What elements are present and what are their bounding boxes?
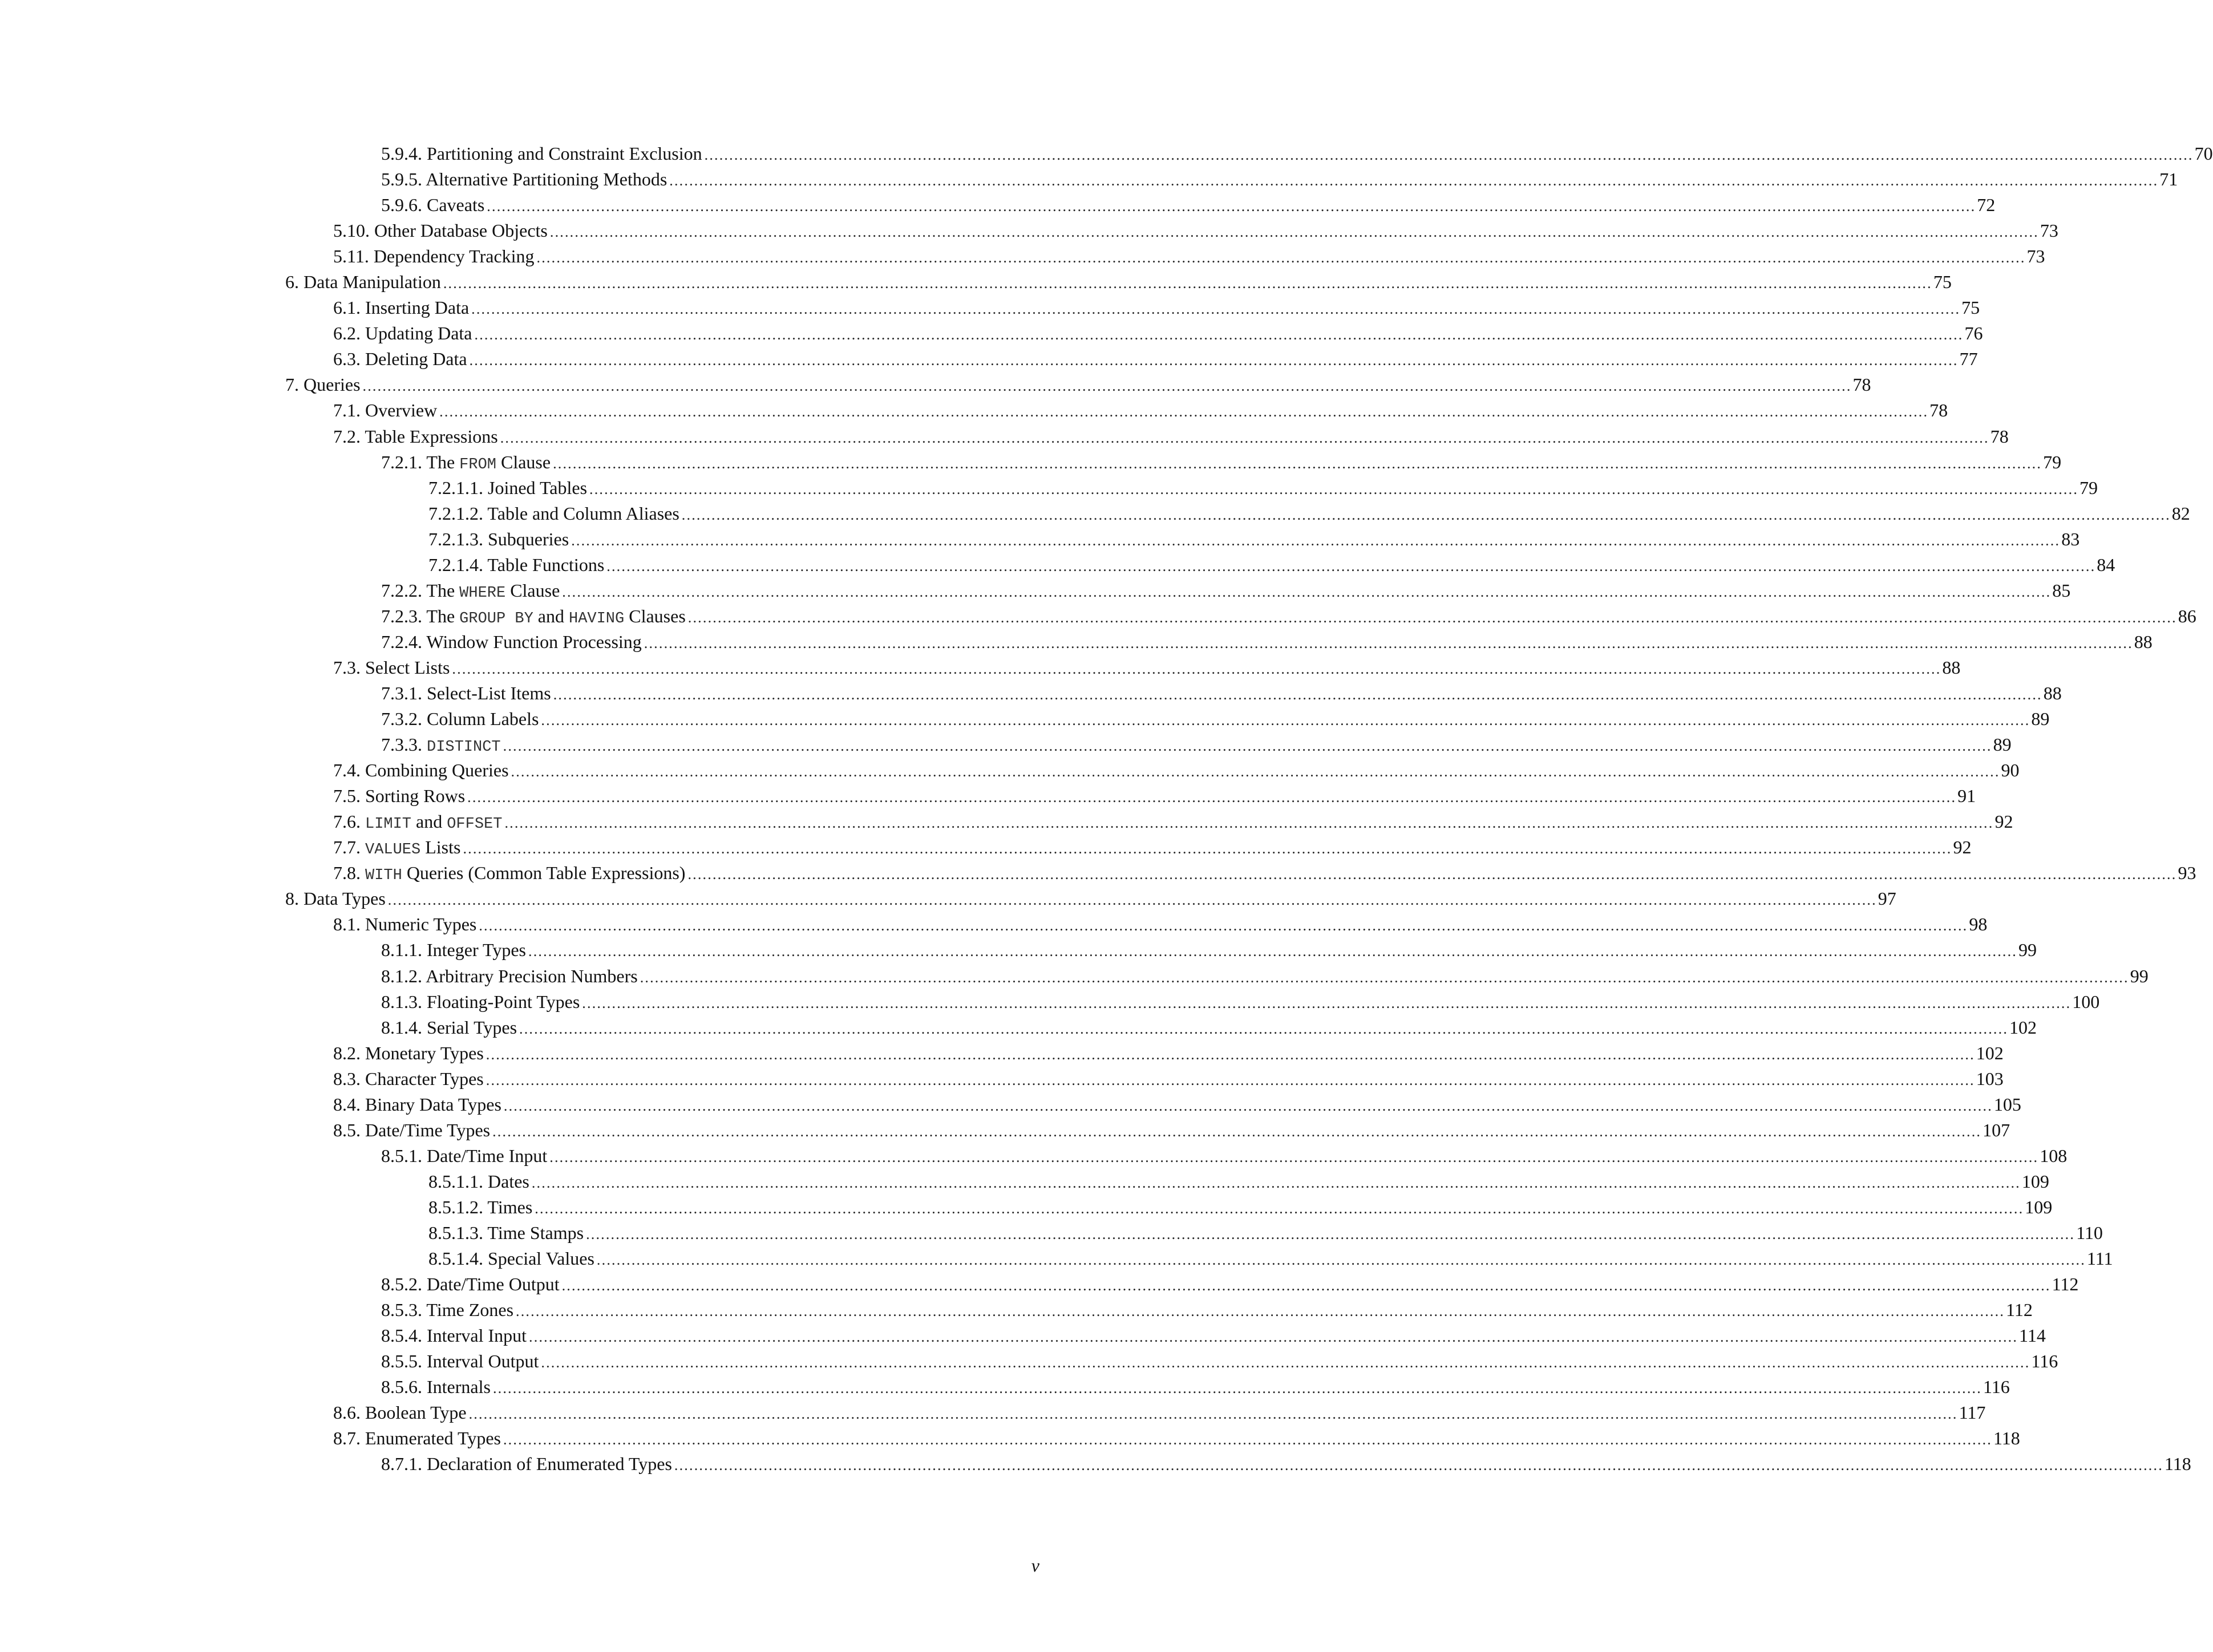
- toc-page-number: 97: [1878, 888, 1896, 909]
- title-text: 8.1.2. Arbitrary Precision Numbers: [381, 965, 638, 986]
- toc-page-number: 78: [1990, 426, 2009, 447]
- dot-leader: ............................................................................................................................................................................................................................................................................................................: [596, 1252, 2086, 1269]
- toc-entry[interactable]: [0, 1195, 2053, 1220]
- title-text: 7.2.1.3. Subqueries: [428, 528, 569, 549]
- toc-entry-title: [333, 1426, 501, 1451]
- code-keyword: FROM: [459, 456, 496, 473]
- toc-entry-title: [333, 809, 502, 837]
- toc-entry[interactable]: [0, 1297, 2033, 1323]
- dot-leader: ............................................................................................................................................................................................................................................................................................................: [468, 1406, 1958, 1423]
- toc-entry[interactable]: [0, 912, 1988, 937]
- dot-leader: ............................................................................................................................................................................................................................................................................................................: [687, 866, 2177, 883]
- toc-entry-title: [333, 1117, 490, 1143]
- toc-page-number: 108: [2040, 1145, 2068, 1166]
- toc-entry-title: [381, 963, 638, 989]
- toc-entry[interactable]: [0, 886, 1896, 912]
- title-text: 5.11. Dependency Tracking: [333, 246, 535, 267]
- title-text: 7.2. Table Expressions: [333, 426, 498, 447]
- toc-page-number: 91: [1957, 785, 1976, 807]
- dot-leader: ............................................................................................................................................................................................................................................................................................................: [516, 1303, 2005, 1320]
- toc-page-number: 111: [2086, 1248, 2113, 1269]
- toc-entry-title: [333, 295, 469, 321]
- toc-page-number: 83: [2061, 528, 2080, 549]
- title-text: 5.9.5. Alternative Partitioning Methods: [381, 169, 667, 190]
- title-text: 7.2.3. The: [381, 605, 460, 626]
- toc-entry-title: [381, 1272, 560, 1297]
- toc-entry-title: [333, 783, 465, 809]
- dot-leader: ............................................................................................................................................................................................................................................................................................................: [582, 994, 2072, 1011]
- code-keyword: OFFSET: [447, 816, 503, 833]
- toc-page-number: 98: [1969, 914, 1988, 935]
- title-text: 8.5.1. Date/Time Input: [381, 1145, 548, 1166]
- dot-leader: ............................................................................................................................................................................................................................................................................................................: [553, 455, 2042, 472]
- code-keyword: WITH: [365, 867, 402, 885]
- dot-leader: ............................................................................................................................................................................................................................................................................................................: [500, 429, 1989, 446]
- dot-leader: ............................................................................................................................................................................................................................................................................................................: [519, 1020, 2009, 1037]
- toc-page-number: 70: [2194, 143, 2213, 164]
- title-text: 6. Data Manipulation: [285, 272, 441, 293]
- title-text: 7.2.1.1. Joined Tables: [428, 477, 588, 498]
- dot-leader: ............................................................................................................................................................................................................................................................................................................: [549, 1148, 2039, 1165]
- toc-page-number: 112: [2006, 1299, 2033, 1321]
- toc-entry[interactable]: [0, 1066, 2004, 1092]
- toc-entry-title: [333, 218, 548, 244]
- toc-entry-title: [381, 1323, 527, 1349]
- title-text: 8.5.2. Date/Time Output: [381, 1274, 560, 1295]
- dot-leader: ............................................................................................................................................................................................................................................................................................................: [439, 403, 1929, 420]
- toc-page-number: 93: [2178, 863, 2196, 884]
- title-text: 7.5. Sorting Rows: [333, 785, 466, 807]
- title-text: 8.5.5. Interval Output: [381, 1351, 539, 1372]
- dot-leader: ............................................................................................................................................................................................................................................................................................................: [469, 352, 1959, 369]
- toc-entry-title: [381, 1451, 672, 1477]
- toc-page-number: 88: [1942, 657, 1961, 678]
- toc-entry-title: [333, 860, 685, 889]
- title-text: Lists: [420, 837, 461, 858]
- dot-leader: ............................................................................................................................................................................................................................................................................................................: [606, 557, 2096, 574]
- toc-page-number: 78: [1929, 400, 1948, 421]
- toc-entry-title: [333, 424, 498, 450]
- title-text: 7.8.: [333, 863, 365, 884]
- dot-leader: ............................................................................................................................................................................................................................................................................................................: [528, 943, 2017, 960]
- title-text: 8.5.4. Interval Input: [381, 1325, 527, 1346]
- toc-entry[interactable]: [0, 1220, 2103, 1246]
- title-text: 5.9.6. Caveats: [381, 195, 485, 216]
- title-text: 7.6.: [333, 811, 365, 832]
- toc-entry-title: [381, 578, 560, 606]
- title-text: Queries (Common Table Expressions): [402, 863, 686, 884]
- dot-leader: ............................................................................................................................................................................................................................................................................................................: [640, 969, 2129, 986]
- dot-leader: ............................................................................................................................................................................................................................................................................................................: [474, 326, 1964, 343]
- toc-entry-title: [381, 1143, 547, 1169]
- toc-entry[interactable]: [0, 1143, 2068, 1169]
- toc-entry[interactable]: [0, 192, 1996, 218]
- title-text: Clause: [505, 580, 560, 601]
- toc-page-number: 116: [1983, 1376, 2010, 1398]
- toc-entry-title: [381, 450, 551, 478]
- dot-leader: ............................................................................................................................................................................................................................................................................................................: [503, 1097, 1993, 1114]
- dot-leader: ............................................................................................................................................................................................................................................................................................................: [362, 378, 1852, 395]
- toc-entry[interactable]: [0, 424, 2009, 450]
- dot-leader: ............................................................................................................................................................................................................................................................................................................: [504, 815, 1994, 832]
- dot-leader: ............................................................................................................................................................................................................................................................................................................: [387, 892, 1877, 909]
- toc-entry[interactable]: [0, 1400, 1986, 1426]
- toc-entry[interactable]: [0, 860, 2196, 886]
- code-keyword: WHERE: [459, 584, 506, 602]
- dot-leader: ............................................................................................................................................................................................................................................................................................................: [704, 147, 2194, 163]
- toc-entry-title: [428, 1169, 529, 1195]
- toc-page-number: 118: [1993, 1428, 2020, 1449]
- dot-leader: ............................................................................................................................................................................................................................................................................................................: [536, 249, 2026, 266]
- toc-entry-title: [381, 706, 539, 732]
- toc-entry[interactable]: [0, 501, 2190, 527]
- title-text: 8.5.1.1. Dates: [428, 1171, 529, 1192]
- title-text: 8.5.1.4. Special Values: [428, 1248, 594, 1269]
- toc-entry[interactable]: [0, 655, 1961, 681]
- toc-entry[interactable]: [0, 475, 2098, 501]
- toc-entry-title: [285, 886, 386, 912]
- toc-entry-title: [428, 1220, 584, 1246]
- dot-leader: ............................................................................................................................................................................................................................................................................................................: [571, 532, 2061, 549]
- toc-page-number: 88: [2134, 631, 2153, 652]
- title-text: 7.4. Combining Queries: [333, 760, 509, 781]
- toc-page-number: 117: [1959, 1402, 1986, 1423]
- title-text: 5.9.4. Partitioning and Constraint Exclusion: [381, 143, 702, 164]
- toc-entry[interactable]: [0, 527, 2080, 552]
- toc-entry-title: [381, 1349, 539, 1374]
- dot-leader: ............................................................................................................................................................................................................................................................................................................: [479, 917, 1968, 934]
- toc-entry[interactable]: [0, 578, 2071, 604]
- toc-entry[interactable]: [0, 244, 2045, 269]
- title-text: 7.2.1. The: [381, 451, 460, 472]
- toc-page-number: 102: [2009, 1017, 2037, 1038]
- toc-entry[interactable]: [0, 604, 2196, 629]
- toc-page-number: 92: [1953, 837, 1972, 858]
- title-text: 7.2.4. Window Function Processing: [381, 631, 642, 652]
- toc-page-number: 102: [1976, 1042, 2004, 1063]
- toc-page-number: 89: [2031, 708, 2050, 730]
- toc-page-number: 99: [2018, 940, 2037, 961]
- title-text: 7.2.1.4. Table Functions: [428, 554, 605, 575]
- toc-entry-title: [333, 1092, 501, 1117]
- toc-entry[interactable]: [0, 167, 2178, 192]
- dot-leader: ............................................................................................................................................................................................................................................................................................................: [541, 712, 2030, 729]
- toc-page-number: 90: [2001, 760, 2020, 781]
- title-text: 8.1.4. Serial Types: [381, 1017, 517, 1038]
- toc-entry-title: [333, 346, 467, 372]
- toc-entry[interactable]: [0, 141, 2213, 167]
- toc-entry[interactable]: [0, 1323, 2046, 1349]
- dot-leader: ............................................................................................................................................................................................................................................................................................................: [553, 686, 2042, 703]
- toc-entry[interactable]: [0, 295, 1980, 321]
- title-text: 8. Data Types: [285, 888, 386, 909]
- toc-entry-title: [428, 1246, 594, 1272]
- dot-leader: ............................................................................................................................................................................................................................................................................................................: [561, 1277, 2051, 1294]
- toc-entry[interactable]: [0, 937, 2037, 963]
- toc-entry[interactable]: [0, 450, 2062, 475]
- dot-leader: ............................................................................................................................................................................................................................................................................................................: [669, 172, 2159, 189]
- title-text: Clauses: [624, 605, 686, 626]
- toc-page-number: 84: [2097, 554, 2115, 575]
- toc-page-number: 79: [2080, 477, 2098, 498]
- toc-entry[interactable]: [0, 1169, 2049, 1195]
- toc-entry[interactable]: [0, 552, 2115, 578]
- toc-page-number: 73: [2040, 220, 2058, 241]
- toc-entry-title: [333, 244, 535, 269]
- toc-entry-title: [333, 398, 437, 423]
- code-keyword: VALUES: [365, 841, 421, 859]
- title-text: 7.3.1. Select-List Items: [381, 682, 551, 703]
- toc-entry-title: [428, 475, 587, 501]
- title-text: 6.2. Updating Data: [333, 323, 472, 344]
- toc-entry-title: [381, 732, 501, 760]
- toc-page-number: 82: [2171, 503, 2190, 524]
- dot-leader: ............................................................................................................................................................................................................................................................................................................: [443, 275, 1932, 292]
- toc-page-number: 109: [2021, 1171, 2049, 1192]
- title-text: 7.1. Overview: [333, 400, 438, 421]
- toc-entry-title: [381, 1015, 517, 1040]
- dot-leader: ............................................................................................................................................................................................................................................................................................................: [674, 1457, 2163, 1474]
- dot-leader: ............................................................................................................................................................................................................................................................................................................: [486, 1046, 1975, 1063]
- dot-leader: ............................................................................................................................................................................................................................................................................................................: [467, 789, 1957, 806]
- toc-entry-title: [381, 681, 551, 706]
- dot-leader: ............................................................................................................................................................................................................................................................................................................: [503, 1431, 1992, 1448]
- toc-entry-title: [333, 655, 450, 681]
- title-text: 8.5.6. Internals: [381, 1376, 491, 1398]
- code-keyword: GROUP BY: [459, 610, 533, 627]
- toc-entry[interactable]: [0, 963, 2149, 989]
- toc-entry[interactable]: [0, 1374, 2010, 1400]
- title-text: 8.5. Date/Time Types: [333, 1119, 491, 1140]
- toc-page-number: 86: [2178, 605, 2196, 626]
- toc-page-number: 75: [1933, 272, 1952, 293]
- title-text: 8.6. Boolean Type: [333, 1402, 467, 1423]
- title-text: 6.3. Deleting Data: [333, 349, 467, 370]
- toc-entry[interactable]: [0, 629, 2153, 655]
- title-text: 8.2. Monetary Types: [333, 1042, 484, 1063]
- toc-entry-title: [428, 501, 679, 527]
- dot-leader: ............................................................................................................................................................................................................................................................................................................: [562, 583, 2052, 600]
- toc-entry[interactable]: [0, 269, 1952, 295]
- title-text: 5.10. Other Database Objects: [333, 220, 548, 241]
- toc-entry[interactable]: [0, 1040, 2004, 1066]
- toc-page-number: 100: [2072, 991, 2100, 1012]
- title-text: 8.5.1.3. Time Stamps: [428, 1222, 584, 1243]
- code-keyword: LIMIT: [365, 816, 412, 833]
- toc-page-number: 85: [2052, 580, 2071, 601]
- toc-page-number: 76: [1964, 323, 1983, 344]
- title-text: 7.3. Select Lists: [333, 657, 450, 678]
- toc-entry[interactable]: [0, 989, 2100, 1015]
- title-text: 7. Queries: [285, 374, 361, 395]
- code-keyword: HAVING: [569, 610, 625, 627]
- title-text: 8.7.1. Declaration of Enumerated Types: [381, 1453, 672, 1475]
- toc-entry-title: [428, 552, 604, 578]
- title-text: 8.3. Character Types: [333, 1068, 484, 1089]
- dot-leader: ............................................................................................................................................................................................................................................................................................................: [471, 301, 1961, 318]
- dot-leader: ............................................................................................................................................................................................................................................................................................................: [687, 609, 2177, 626]
- dot-leader: ............................................................................................................................................................................................................................................................................................................: [541, 1354, 2030, 1371]
- toc-entry[interactable]: [0, 1349, 2058, 1374]
- dot-leader: ............................................................................................................................................................................................................................................................................................................: [549, 224, 2039, 241]
- toc-entry-title: [381, 989, 580, 1015]
- toc-page-number: 92: [1994, 811, 2013, 832]
- toc-entry[interactable]: [0, 681, 2062, 706]
- title-text: 7.3.2. Column Labels: [381, 708, 539, 730]
- toc-entry[interactable]: [0, 346, 1978, 372]
- toc-entry-title: [381, 629, 642, 655]
- dot-leader: ............................................................................................................................................................................................................................................................................................................: [452, 660, 1941, 677]
- toc-page-number: 118: [2164, 1453, 2191, 1475]
- toc-entry-title: [333, 321, 472, 346]
- title-text: 7.7.: [333, 837, 365, 858]
- toc-page-number: 105: [1993, 1094, 2021, 1115]
- title-text: and: [411, 811, 447, 832]
- dot-leader: ............................................................................................................................................................................................................................................................................................................: [535, 1200, 2024, 1217]
- dot-leader: ............................................................................................................................................................................................................................................................................................................: [644, 634, 2133, 651]
- toc-entry-title: [333, 835, 460, 863]
- toc-page-number: 71: [2159, 169, 2178, 190]
- dot-leader: ............................................................................................................................................................................................................................................................................................................: [503, 738, 1992, 755]
- title-text: 8.7. Enumerated Types: [333, 1428, 501, 1449]
- title-text: 8.5.3. Time Zones: [381, 1299, 514, 1321]
- dot-leader: ............................................................................................................................................................................................................................................................................................................: [589, 480, 2079, 497]
- title-text: Clause: [496, 451, 551, 472]
- toc-entry-title: [285, 269, 441, 295]
- toc-entry-title: [333, 1400, 467, 1426]
- toc-entry-title: [381, 192, 484, 218]
- toc-entry-title: [381, 604, 686, 632]
- toc-page-number: 89: [1993, 734, 2012, 755]
- title-text: 8.1.1. Integer Types: [381, 940, 526, 961]
- toc-entry[interactable]: [0, 398, 1948, 423]
- toc-entry-title: [333, 1066, 484, 1092]
- toc-entry[interactable]: [0, 783, 1976, 809]
- toc-entry[interactable]: [0, 1272, 2079, 1297]
- toc-page-number: 77: [1959, 349, 1978, 370]
- toc-page-number: 79: [2043, 451, 2062, 472]
- toc-entry-title: [381, 1297, 513, 1323]
- dot-leader: ............................................................................................................................................................................................................................................................................................................: [492, 1380, 1982, 1397]
- toc-entry-title: [381, 141, 702, 167]
- toc-entry[interactable]: [0, 732, 2012, 758]
- toc-entry-title: [381, 167, 667, 192]
- code-keyword: DISTINCT: [427, 739, 501, 756]
- dot-leader: ............................................................................................................................................................................................................................................................................................................: [487, 198, 1976, 215]
- title-text: 8.5.1.2. Times: [428, 1196, 533, 1217]
- toc-entry[interactable]: [0, 1117, 2010, 1143]
- toc-entry-title: [428, 527, 569, 552]
- toc-page-number: 107: [1983, 1119, 2010, 1140]
- toc-entry[interactable]: [0, 1451, 2191, 1477]
- dot-leader: ............................................................................................................................................................................................................................................................................................................: [529, 1329, 2018, 1346]
- toc-entry[interactable]: [0, 835, 1972, 860]
- toc-entry[interactable]: [0, 372, 1871, 398]
- table-of-contents: [0, 141, 2213, 1477]
- dot-leader: ............................................................................................................................................................................................................................................................................................................: [586, 1225, 2076, 1242]
- title-text: 7.2.1.2. Table and Column Aliases: [428, 503, 679, 524]
- dot-leader: ............................................................................................................................................................................................................................................................................................................: [531, 1174, 2021, 1191]
- toc-entry-title: [285, 372, 361, 398]
- title-text: 7.3.3.: [381, 734, 427, 755]
- toc-entry[interactable]: [0, 1015, 2037, 1040]
- toc-entry[interactable]: [0, 1092, 2021, 1117]
- toc-page-number: 75: [1961, 297, 1980, 318]
- toc-entry-title: [333, 758, 509, 783]
- dot-leader: ............................................................................................................................................................................................................................................................................................................: [486, 1071, 1975, 1088]
- title-text: 7.2.2. The: [381, 580, 460, 601]
- dot-leader: ............................................................................................................................................................................................................................................................................................................: [463, 840, 1952, 857]
- toc-page-number: 116: [2031, 1351, 2058, 1372]
- toc-page-number: 103: [1976, 1068, 2004, 1089]
- toc-entry[interactable]: [0, 321, 1983, 346]
- toc-page-number: 112: [2052, 1274, 2079, 1295]
- dot-leader: ............................................................................................................................................................................................................................................................................................................: [511, 763, 2000, 780]
- toc-entry[interactable]: [0, 758, 2020, 783]
- title-text: 8.4. Binary Data Types: [333, 1094, 501, 1115]
- toc-entry[interactable]: [0, 218, 2058, 244]
- toc-page-number: 73: [2026, 246, 2045, 267]
- toc-page-number: 114: [2019, 1325, 2046, 1346]
- toc-entry-title: [333, 1040, 484, 1066]
- toc-entry[interactable]: [0, 1426, 2020, 1451]
- toc-page-number: 99: [2130, 965, 2149, 986]
- toc-entry-title: [381, 1374, 491, 1400]
- dot-leader: ............................................................................................................................................................................................................................................................................................................: [492, 1123, 1982, 1140]
- toc-entry-title: [333, 912, 476, 937]
- toc-page-number: 88: [2043, 682, 2062, 703]
- toc-entry-title: [428, 1195, 532, 1220]
- title-text: 8.1. Numeric Types: [333, 914, 477, 935]
- toc-entry[interactable]: [0, 809, 2013, 835]
- page-number: v: [1031, 1555, 1039, 1576]
- toc-page-number: 110: [2076, 1222, 2103, 1243]
- title-text: 8.1.3. Floating-Point Types: [381, 991, 580, 1012]
- toc-entry[interactable]: [0, 1246, 2113, 1272]
- title-text: and: [533, 605, 569, 626]
- toc-entry-title: [381, 937, 526, 963]
- toc-page-number: 72: [1977, 195, 1996, 216]
- toc-page-number: 109: [2025, 1196, 2053, 1217]
- title-text: 6.1. Inserting Data: [333, 297, 470, 318]
- toc-entry[interactable]: [0, 706, 2050, 732]
- dot-leader: ............................................................................................................................................................................................................................................................................................................: [681, 506, 2171, 523]
- toc-page-number: 78: [1852, 374, 1871, 395]
